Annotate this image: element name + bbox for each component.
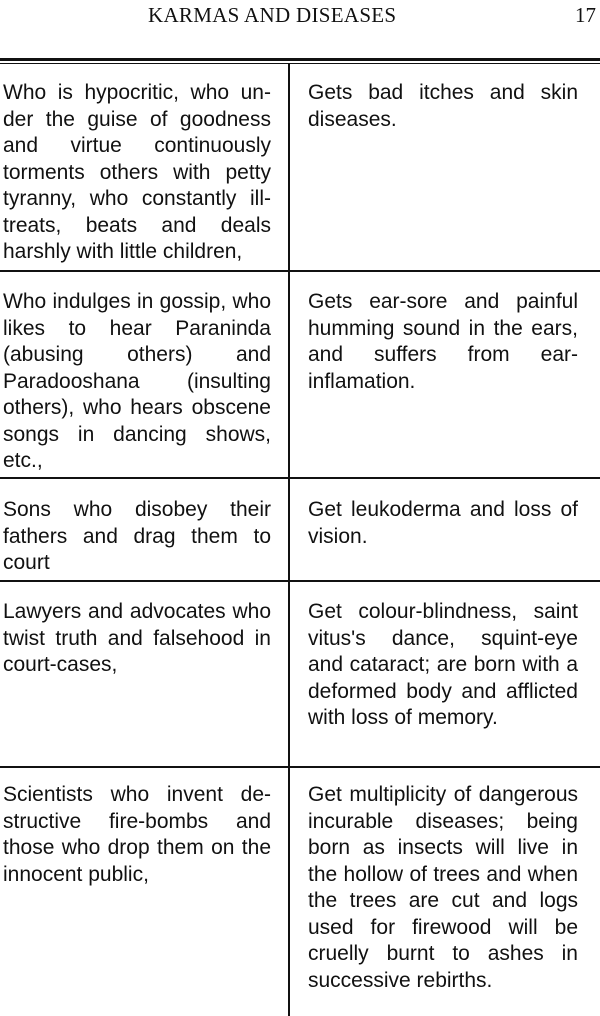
disease-cell: Get leukoderma and loss of vision. (308, 498, 578, 548)
column-divider (288, 64, 290, 1016)
page-number: 17 (575, 3, 596, 27)
disease-cell: Get colour-blindness, saint vitus's dance, squint-eye and cataract; are born with a deformed body and afflicted with loss of memory. (308, 600, 578, 729)
karma-cell: Lawyers and advocates who twist truth and falsehood in court-cases, (3, 600, 271, 676)
disease-cell: Gets bad itches and skin diseases. (308, 81, 578, 131)
row-separator (0, 580, 600, 582)
karma-cell: Who indulges in gossip, who likes to hear Paraninda (abusing others) and Paradooshana (insulting others), who hears obscene songs in dancing shows, etc., (3, 290, 271, 472)
disease-cell: Get multiplicity of dangerous incurable diseases; being born as insects will live in the hollow of trees and when the trees are cut and logs used for firewood will be cruelly burnt to ashes in successive rebirths. (308, 783, 578, 992)
karma-cell: Scientists who invent destructive fire-bombs and those who drop them on the innocent public, (3, 783, 271, 886)
chapter-title: KARMAS AND DISEASES (148, 3, 397, 27)
row-separator (0, 766, 600, 768)
header-rule-thin (0, 63, 600, 64)
header-rule-thick (0, 58, 600, 61)
disease-cell: Gets ear-sore and painful humming sound in the ears, and suffers from ear-inflamation. (308, 290, 578, 393)
running-header (0, 0, 600, 30)
row-separator (0, 270, 600, 272)
karma-cell: Sons who disobey their fathers and drag them to court (3, 498, 271, 574)
karma-cell: Who is hypocritic, who under the guise of goodness and virtue continuously torments others with petty tyranny, who constantly ill-treats, beats and deals harshly with little children, (3, 81, 271, 263)
row-separator (0, 477, 600, 479)
